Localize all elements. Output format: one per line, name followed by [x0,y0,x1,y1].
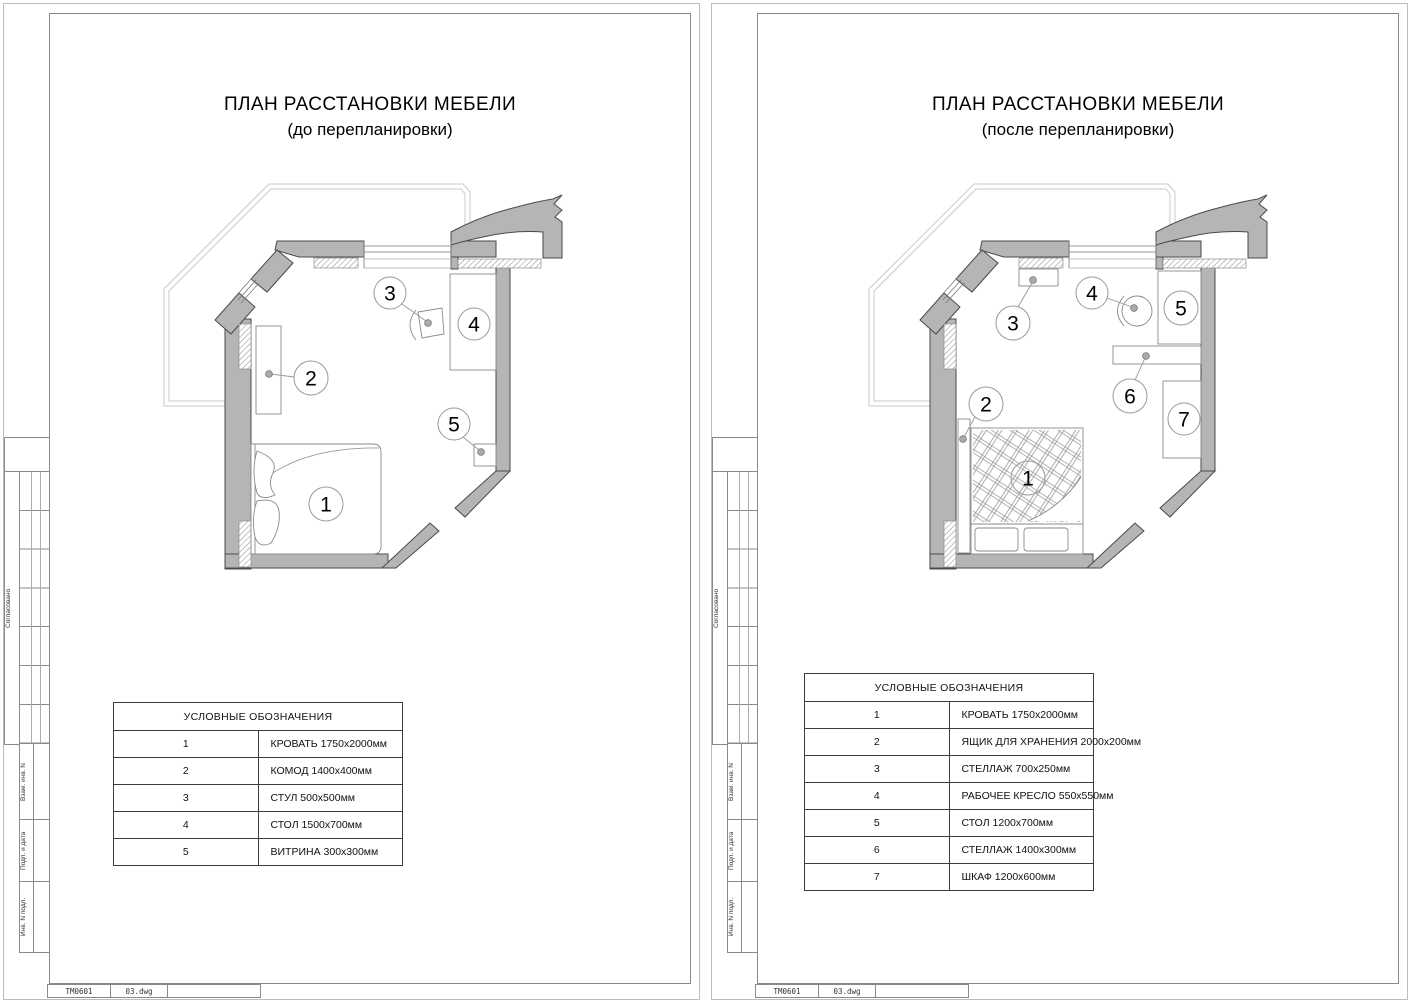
marker-6 [1113,379,1147,413]
file-label-blank [875,984,969,998]
title-line2: (до перепланировки) [287,120,453,139]
file-label [756,984,969,998]
svg-text:1: 1 [320,493,332,517]
table-row: 6 СТЕЛЛАЖ 1400х300мм [805,837,1094,864]
table-row: 7 ШКАФ 1200х600мм [805,864,1094,891]
marker-2 [294,361,328,395]
marker-4 [458,308,490,340]
doc-code: ТМ0601 [47,984,111,998]
marker-1 [309,487,343,521]
bed [971,428,1083,554]
stamp-replace-inv-box [19,743,50,821]
svg-text:7: 7 [1178,408,1190,432]
table-row: 2 КОМОД 1400х400мм [114,758,403,785]
legend-table-before [113,702,403,866]
shelf-wide [1113,346,1201,364]
marker-7 [1168,403,1200,435]
table-row: 1 КРОВАТЬ 1750х2000мм [114,731,403,758]
stamp-inv-orig-box [19,881,50,953]
marker-5 [1164,291,1198,325]
file-label [48,984,261,998]
title-line1: ПЛАН РАССТАНОВКИ МЕБЕЛИ [223,94,517,115]
stamp-sign-date-label: Подп. и дата [20,831,27,871]
table-row: 3 СТЕЛЛАЖ 700х250мм [805,756,1094,783]
marker-4 [1076,277,1108,309]
table-row: 5 ВИТРИНА 300х300мм [114,839,403,866]
file-name: 03.dwg [818,984,876,998]
sheet-before [3,3,700,1000]
stamp-inv-orig-label: Инв. N подл. [20,897,27,937]
floor-plan-after [856,171,1296,591]
svg-text:5: 5 [448,413,460,437]
table-row: 2 ЯЩИК ДЛЯ ХРАНЕНИЯ 2000х200мм [805,729,1094,756]
stamp-sign-date-box [19,819,50,883]
dresser [256,326,281,414]
marker-2 [969,387,1003,421]
table-row: 3 СТУЛ 500х500мм [114,785,403,812]
svg-text:4: 4 [1086,282,1098,306]
display-case [474,444,496,466]
plan-title-after [757,94,1399,140]
plan-title-before [49,94,691,140]
title-line1: ПЛАН РАССТАНОВКИ МЕБЕЛИ [931,94,1225,115]
stamp-approval-table [712,471,758,745]
marker-3 [374,277,406,309]
floor-plan-before [151,171,591,591]
legend-table-after [804,673,1142,891]
svg-text:6: 6 [1124,385,1136,409]
svg-text:3: 3 [1007,312,1019,336]
table-row: 4 РАБОЧЕЕ КРЕСЛО 550х550мм [805,783,1094,810]
file-label-blank [167,984,261,998]
stamp-inv-orig-label: Инв. N подл. [728,897,735,937]
svg-text:3: 3 [384,282,396,306]
stamp-sign-date-label: Подп. и дата [728,831,735,871]
svg-text:4: 4 [468,313,480,337]
stamp-approved-label: Согласовано [5,588,12,628]
stamp-empty-box [4,437,50,473]
table-row: 1 КРОВАТЬ 1750х2000мм [805,702,1094,729]
stamp-inv-orig-box [727,881,758,953]
stamp-sign-date-box [727,819,758,883]
table-row: 4 СТОЛ 1500х700мм [114,812,403,839]
stamp-approval-table [4,471,50,745]
doc-code: ТМ0601 [755,984,819,998]
stamp-replace-inv-label: Взам. инв. N [20,763,27,801]
file-name: 03.dwg [110,984,168,998]
title-line2: (после перепланировки) [981,120,1175,139]
shelf-small [1019,269,1058,286]
marker-3 [996,306,1030,340]
stamp-replace-inv-box [727,743,758,821]
svg-text:2: 2 [305,367,317,391]
svg-text:5: 5 [1175,297,1187,321]
legend-header: УСЛОВНЫЕ ОБОЗНАЧЕНИЯ [114,703,403,731]
svg-text:1: 1 [1022,467,1034,491]
svg-text:2: 2 [980,393,992,417]
sheet-after [711,3,1408,1000]
marker-5 [438,408,470,440]
legend-header: УСЛОВНЫЕ ОБОЗНАЧЕНИЯ [805,674,1094,702]
stamp-replace-inv-label: Взам. инв. N [728,763,735,801]
stamp-empty-box [712,437,758,473]
stamp-approved-label: Согласовано [713,588,720,628]
table-row: 5 СТОЛ 1200х700мм [805,810,1094,837]
